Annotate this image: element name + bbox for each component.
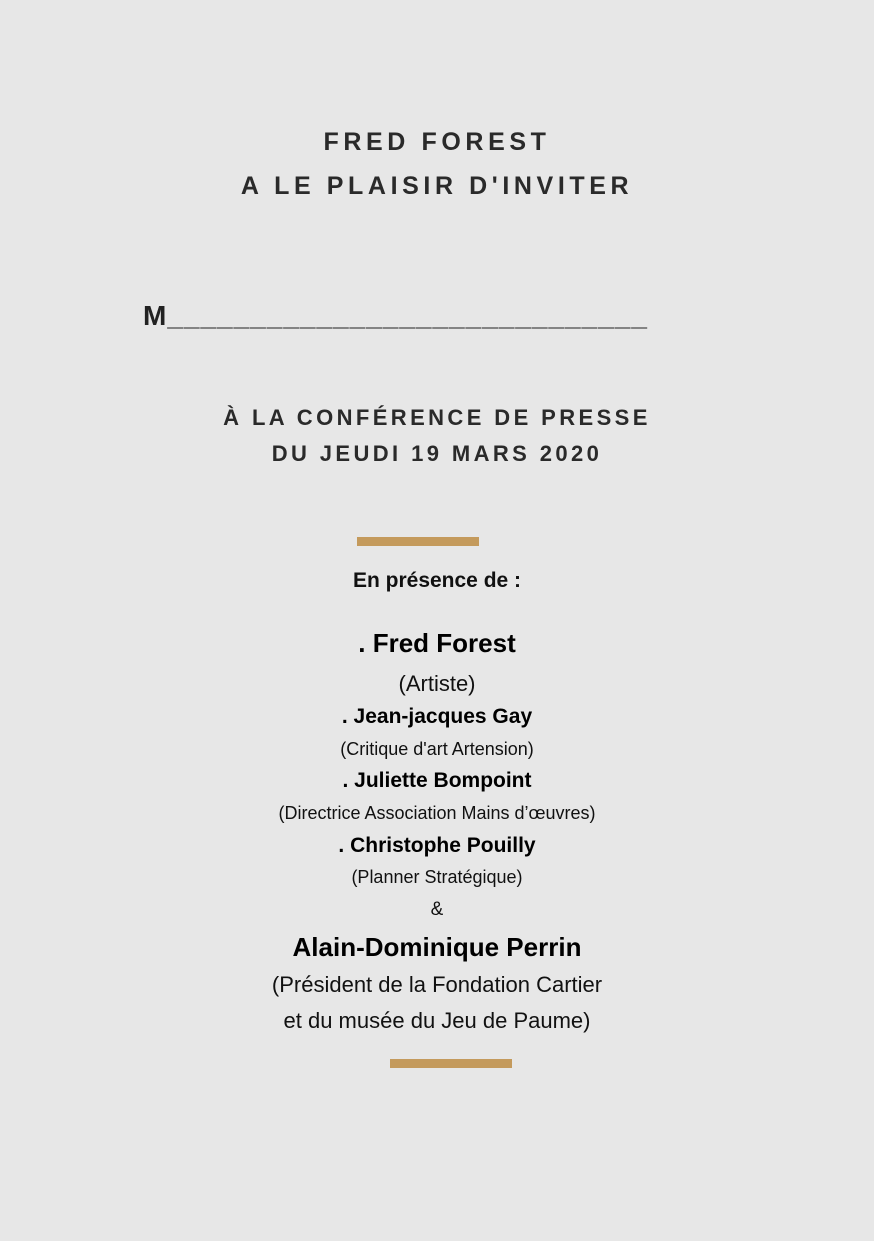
bottom-divider [390,1059,512,1068]
guest-role: (Planner Stratégique) [351,867,523,887]
header-line-2: A LE PLAISIR D'INVITER [240,172,634,200]
special-guest-role-line-1: (Président de la Fondation Cartier [271,972,603,997]
guests-intro: En présence de : [352,569,522,592]
top-divider [357,537,479,546]
guest-name: . Juliette Bompoint [342,769,532,792]
guest-name: . Fred Forest [358,628,516,658]
header-line-1: FRED FOREST [323,128,551,156]
event-line-2: DU JEUDI 19 MARS 2020 [271,441,603,466]
guest-name: . Christophe Pouilly [338,834,536,857]
event-line-1: À LA CONFÉRENCE DE PRESSE [223,405,651,430]
special-guest-name: Alain-Dominique Perrin [292,932,582,962]
guest-role: (Critique d'art Artension) [340,739,534,759]
guest-role: (Directrice Association Mains d’œuvres) [278,803,596,823]
special-guest-role-line-2: et du musée du Jeu de Paume) [283,1008,591,1033]
ampersand: & [430,899,444,920]
recipient-blank-field: M_____________________________ [143,300,648,331]
guest-name: . Jean-jacques Gay [341,705,533,728]
guest-role: (Artiste) [398,671,476,696]
